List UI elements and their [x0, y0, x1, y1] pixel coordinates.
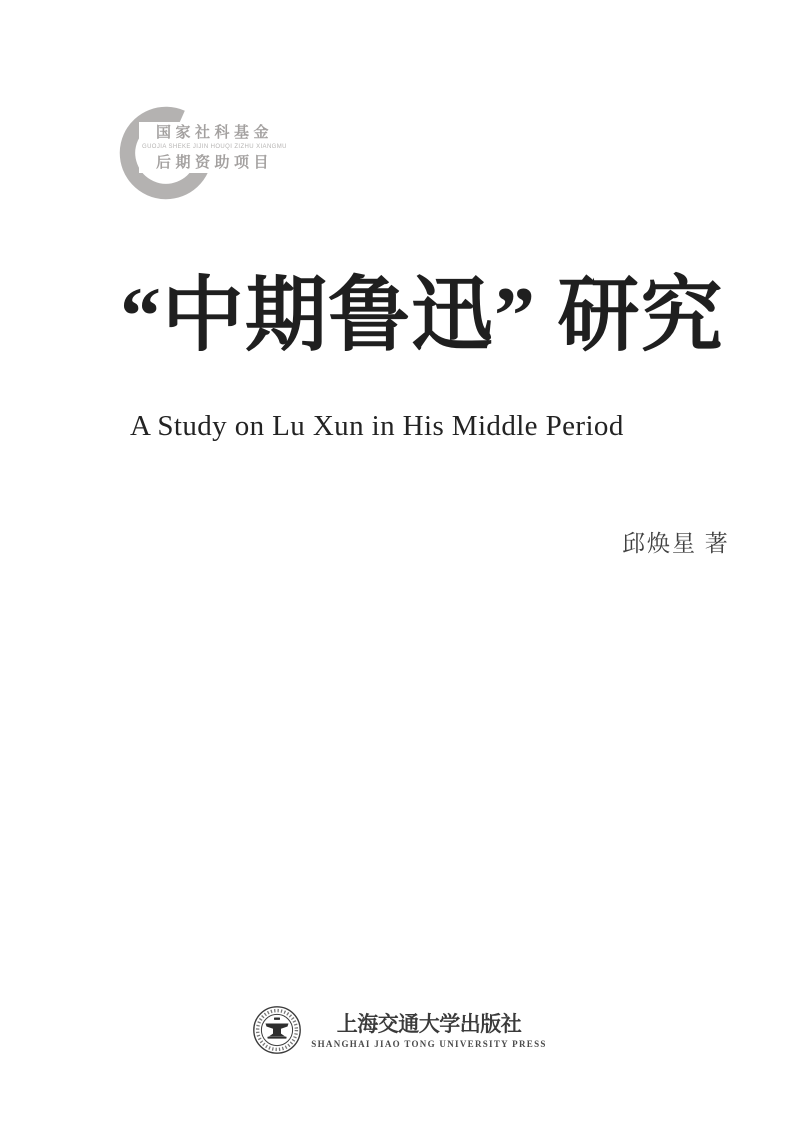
publisher-name-chinese: 上海交通大学出版社	[336, 1012, 522, 1036]
nssf-line2: 后期资助项目	[155, 154, 273, 171]
nssf-pinyin: GUOJIA SHEKE JIJIN HOUQI ZIZHU XIANGMU	[142, 144, 287, 150]
book-title: “中期鲁迅” 研究	[120, 270, 724, 361]
publisher-block	[0, 1005, 799, 1055]
publisher-text	[311, 1011, 546, 1049]
book-subtitle-english: A Study on Lu Xun in His Middle Period	[130, 410, 624, 442]
sjtu-seal-icon	[252, 1005, 302, 1055]
author-name: 邱焕星 著	[622, 531, 730, 556]
nssf-fund-logo	[112, 98, 287, 213]
nssf-line1: 国家社科基金	[155, 124, 273, 141]
publisher-name-english: SHANGHAI JIAO TONG UNIVERSITY PRESS	[311, 1039, 547, 1049]
nssf-text-block	[139, 122, 290, 173]
